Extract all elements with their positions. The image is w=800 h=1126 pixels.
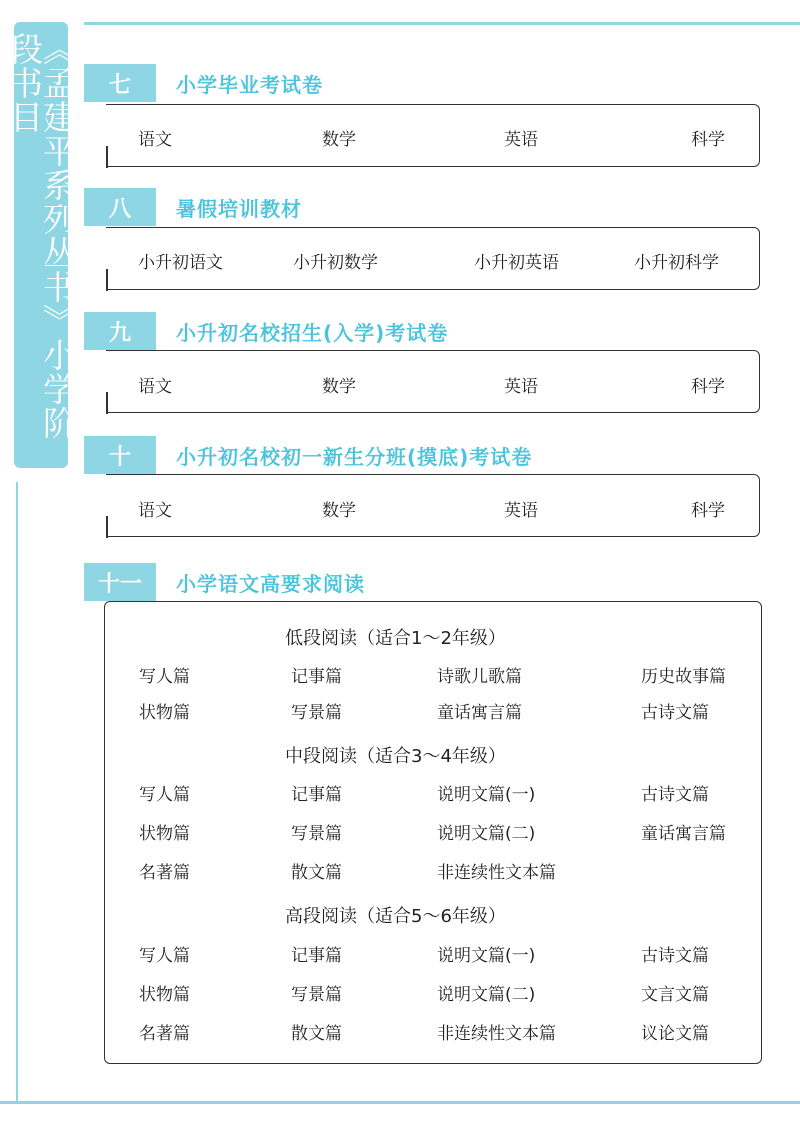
book-item[interactable]: 诗歌儿歌篇 (437, 667, 522, 687)
section-title: 小升初名校初一新生分班(摸底)考试卷 (176, 444, 533, 469)
section-8-header (84, 188, 302, 226)
section-title: 小学毕业考试卷 (176, 72, 323, 97)
book-item[interactable]: 语文 (138, 501, 172, 521)
book-item[interactable]: 英语 (504, 501, 538, 521)
book-item[interactable]: 议论文篇 (641, 1024, 709, 1044)
book-item[interactable]: 古诗文篇 (641, 946, 709, 966)
book-item[interactable]: 语文 (138, 377, 172, 397)
section-number-tab: 九 (84, 312, 156, 350)
section-7-box (106, 104, 760, 167)
bottom-rule (0, 1101, 800, 1104)
book-item[interactable]: 写景篇 (291, 824, 342, 844)
reading-group-title: 低段阅读（适合1～2年级） (285, 628, 506, 649)
book-item[interactable]: 记事篇 (291, 946, 342, 966)
section-7-header (84, 64, 323, 102)
book-item[interactable]: 说明文篇(二) (437, 985, 536, 1005)
book-item[interactable]: 文言文篇 (641, 985, 709, 1005)
book-item[interactable]: 小升初语文 (138, 253, 223, 273)
reading-group-title: 中段阅读（适合3～4年级） (285, 746, 506, 767)
book-item[interactable]: 古诗文篇 (641, 703, 709, 723)
reading-group-title: 高段阅读（适合5～6年级） (285, 906, 506, 927)
section-9-header (84, 312, 448, 350)
book-item[interactable]: 说明文篇(一) (437, 785, 536, 805)
section-number-tab: 八 (84, 188, 156, 226)
book-item[interactable]: 名著篇 (139, 1024, 190, 1044)
book-item[interactable]: 说明文篇(二) (437, 824, 536, 844)
book-item[interactable]: 小升初英语 (474, 253, 559, 273)
book-item[interactable]: 小升初科学 (634, 253, 719, 273)
book-item[interactable]: 散文篇 (291, 863, 342, 883)
book-item[interactable]: 历史故事篇 (641, 667, 726, 687)
book-item[interactable]: 名著篇 (139, 863, 190, 883)
book-item[interactable]: 科学 (691, 130, 725, 150)
book-item[interactable]: 记事篇 (291, 667, 342, 687)
spine-title: 《孟建平系列丛书》小学阶段书目 (5, 32, 77, 440)
book-item[interactable]: 写人篇 (139, 785, 190, 805)
section-title: 暑假培训教材 (176, 196, 302, 221)
book-item[interactable]: 数学 (322, 130, 356, 150)
section-number-tab: 十一 (84, 563, 156, 601)
section-8-box (106, 227, 760, 290)
section-9-box (106, 350, 760, 413)
book-item[interactable]: 写景篇 (291, 985, 342, 1005)
book-item[interactable]: 非连续性文本篇 (437, 863, 556, 883)
book-item[interactable]: 英语 (504, 130, 538, 150)
book-item[interactable]: 科学 (691, 377, 725, 397)
book-item[interactable]: 古诗文篇 (641, 785, 709, 805)
spine-line (16, 482, 18, 1102)
section-number-tab: 七 (84, 64, 156, 102)
book-item[interactable]: 童话寓言篇 (641, 824, 726, 844)
book-item[interactable]: 写景篇 (291, 703, 342, 723)
book-item[interactable]: 记事篇 (291, 785, 342, 805)
section-11-header (84, 563, 365, 601)
book-item[interactable]: 说明文篇(一) (437, 946, 536, 966)
book-item[interactable]: 科学 (691, 501, 725, 521)
book-item[interactable]: 语文 (138, 130, 172, 150)
book-item[interactable]: 英语 (504, 377, 538, 397)
section-10-header (84, 436, 532, 474)
book-item[interactable]: 散文篇 (291, 1024, 342, 1044)
book-item[interactable]: 小升初数学 (293, 253, 378, 273)
section-10-box (106, 474, 760, 537)
book-item[interactable]: 写人篇 (139, 667, 190, 687)
section-number-tab: 十 (84, 436, 156, 474)
book-item[interactable]: 状物篇 (139, 703, 190, 723)
section-title: 小升初名校招生(入学)考试卷 (176, 320, 449, 345)
book-item[interactable]: 数学 (322, 377, 356, 397)
top-rule (84, 22, 800, 25)
spine-banner (5, 22, 77, 468)
reading-box (104, 601, 762, 1064)
book-item[interactable]: 状物篇 (139, 824, 190, 844)
book-item[interactable]: 童话寓言篇 (437, 703, 522, 723)
section-title: 小学语文高要求阅读 (176, 571, 365, 596)
book-item[interactable]: 数学 (322, 501, 356, 521)
book-item[interactable]: 非连续性文本篇 (437, 1024, 556, 1044)
book-item[interactable]: 状物篇 (139, 985, 190, 1005)
book-item[interactable]: 写人篇 (139, 946, 190, 966)
